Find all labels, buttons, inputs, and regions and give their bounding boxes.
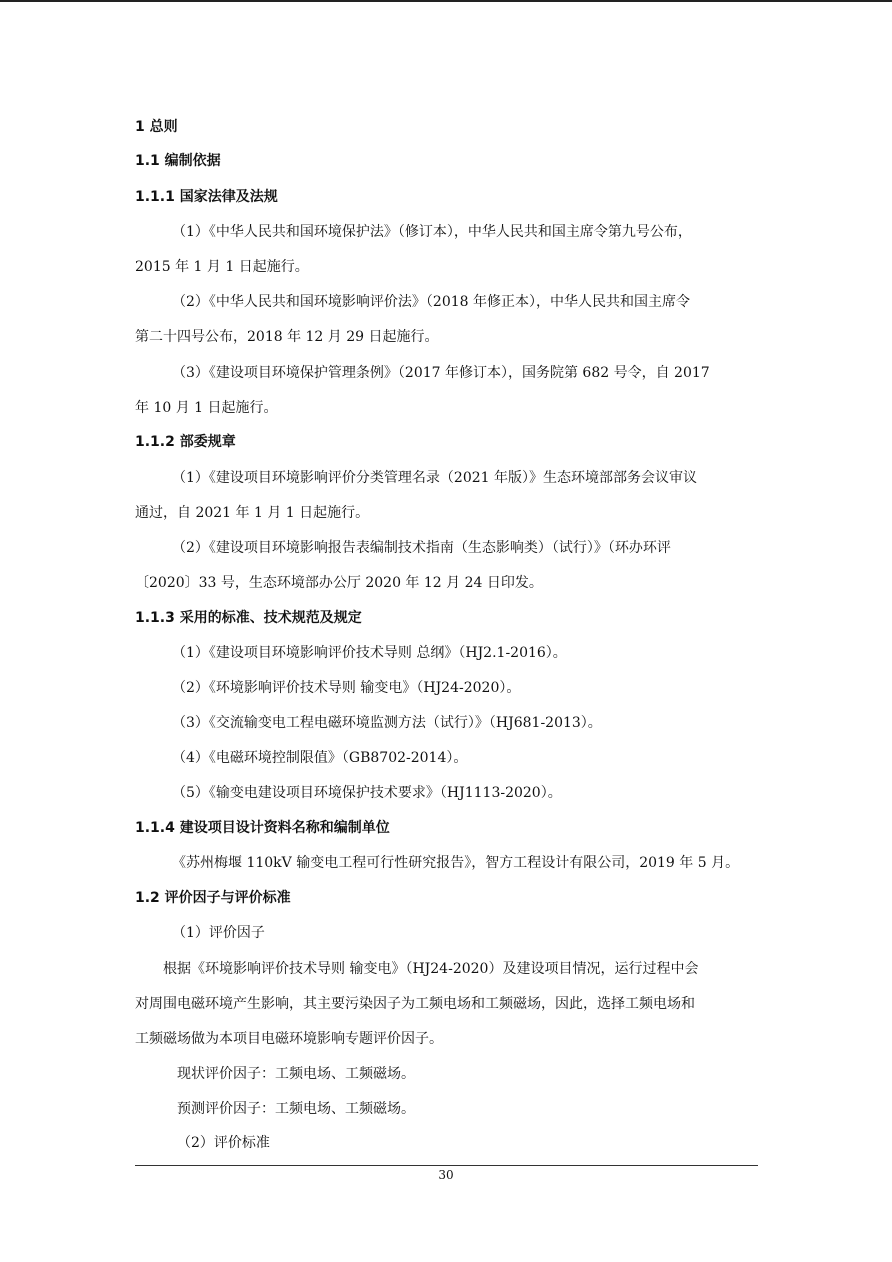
paragraph-line: （3）《建设项目环境保护管理条例》（2017 年修订本），国务院第 682 号令，自 2017 (172, 365, 710, 381)
heading-1-1-2: 1.1.2 部委规章 (135, 434, 236, 450)
list-item: （2）《环境影响评价技术导则 输变电》（HJ24-2020）。 (172, 680, 521, 696)
paragraph-line: 预测评价因子：工频电场、工频磁场。 (177, 1101, 415, 1117)
paragraph-line: 年 10 月 1 日起施行。 (135, 400, 278, 416)
paragraph-line: 2015 年 1 月 1 日起施行。 (135, 259, 309, 275)
paragraph-line: （1）《建设项目环境影响评价分类管理名录（2021 年版）》生态环境部部务会议审议 (172, 470, 697, 486)
heading-1: 1 总则 (135, 119, 178, 135)
heading-1-1-1: 1.1.1 国家法律及法规 (135, 189, 278, 205)
list-item: （4）《电磁环境控制限值》（GB8702-2014）。 (172, 750, 468, 766)
list-item: （5）《输变电建设项目环境保护技术要求》（HJ1113-2020）。 (172, 785, 562, 801)
paragraph-line: 现状评价因子：工频电场、工频磁场。 (177, 1066, 415, 1082)
paragraph-line: 工频磁场做为本项目电磁环境影响专题评价因子。 (135, 1031, 443, 1047)
sub-heading: （2）评价标准 (177, 1135, 270, 1151)
sub-heading: （1）评价因子 (172, 925, 265, 941)
page-number: 30 (438, 1168, 454, 1182)
paragraph-line: 《苏州梅堰 110kV 输变电工程可行性研究报告》，智方工程设计有限公司，2019 年 5 月。 (172, 855, 740, 871)
heading-1-1-4: 1.1.4 建设项目设计资料名称和编制单位 (135, 820, 390, 836)
heading-1-2: 1.2 评价因子与评价标准 (135, 890, 291, 906)
paragraph-line: 对周围电磁环境产生影响，其主要污染因子为工频电场和工频磁场，因此，选择工频电场和 (135, 996, 695, 1012)
paragraph-line: 第二十四号公布，2018 年 12 月 29 日起施行。 (135, 329, 439, 345)
paragraph-line: （2）《中华人民共和国环境影响评价法》（2018 年修正本），中华人民共和国主席令 (172, 294, 690, 310)
heading-1-1: 1.1 编制依据 (135, 153, 221, 169)
paragraph-line: 根据《环境影响评价技术导则 输变电》（HJ24-2020）及建设项目情况，运行过程中会 (163, 961, 699, 977)
footer-rule (135, 1165, 758, 1166)
top-border (0, 0, 892, 2)
heading-1-1-3: 1.1.3 采用的标准、技术规范及规定 (135, 610, 362, 626)
paragraph-line: 通过，自 2021 年 1 月 1 日起施行。 (135, 505, 370, 521)
paragraph-line: 〔2020〕33 号，生态环境部办公厅 2020 年 12 月 24 日印发。 (135, 575, 543, 591)
paragraph-line: （2）《建设项目环境影响报告表编制技术指南（生态影响类）（试行）》（环办环评 (172, 540, 671, 556)
list-item: （3）《交流输变电工程电磁环境监测方法（试行）》（HJ681-2013）。 (172, 715, 602, 731)
list-item: （1）《建设项目环境影响评价技术导则 总纲》（HJ2.1-2016）。 (172, 645, 567, 661)
paragraph-line: （1）《中华人民共和国环境保护法》（修订本），中华人民共和国主席令第九号公布， (172, 224, 692, 240)
